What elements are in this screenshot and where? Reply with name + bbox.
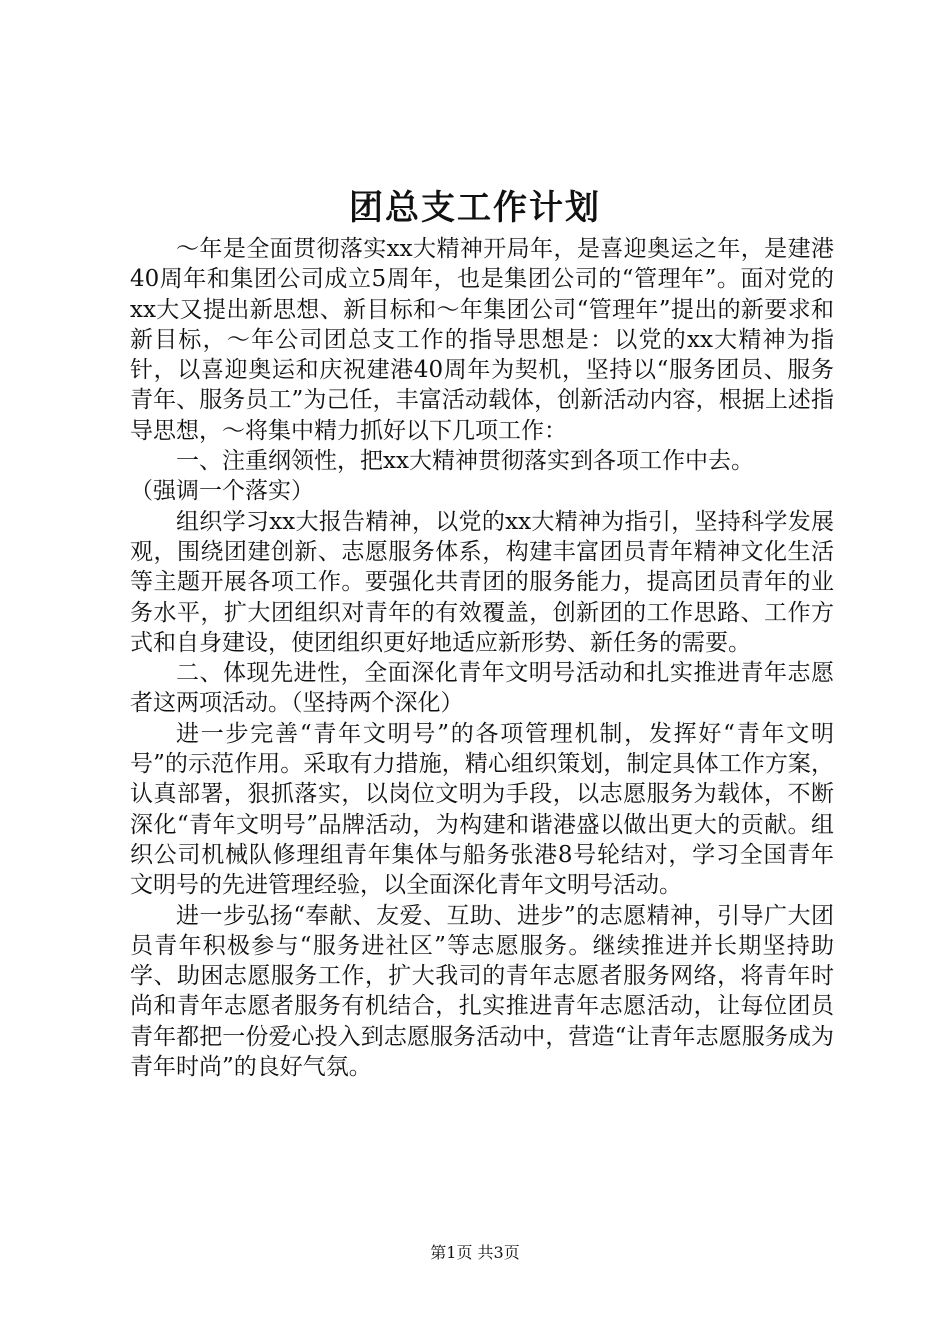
paragraph-section-1: 组织学习xx大报告精神，以党的xx大精神为指引，坚持科学发展观，围绕团建创新、志愿服务体系，构建丰富团员青年精神文化生活等主题开展各项工作。要强化共青团的服务能力，提高团员青年的业务水平，扩大团组织对青年的有效覆盖，创新团的工作思路、工作方式和自身建设，使团组织更好地适应新形势、新任务的需要。 (130, 508, 834, 656)
document-body (130, 234, 834, 1082)
paragraph-section-2a: 进一步完善“青年文明号”的各项管理机制，发挥好“青年文明号”的示范作用。采取有力措施，精心组织策划，制定具体工作方案，认真部署，狠抓落实，以岗位文明为手段，以志愿服务为载体，不断深化“青年文明号”品牌活动，为构建和谐港盛以做出更大的贡献。组织公司机械队修理组青年集体与船务张港8号轮结对，学习全国青年文明号的先进管理经验，以全面深化青年文明号活动。 (130, 720, 834, 899)
document-title: 团总支工作计划 (349, 188, 601, 228)
section-heading-1: 一、注重纲领性，把xx大精神贯彻落实到各项工作中去。 (176, 448, 754, 475)
section-heading-1-note: （强调一个落实） (130, 478, 314, 505)
page-footer: 第1页 共3页 (430, 1243, 520, 1262)
paragraph-intro: ～年是全面贯彻落实xx大精神开局年，是喜迎奥运之年，是建港40周年和集团公司成立5周年，也是集团公司的“管理年”。面对党的xx大又提出新思想、新目标和～年集团公司“管理年”提出的新要求和新目标，～年公司团总支工作的指导思想是：以党的xx大精神为指针，以喜迎奥运和庆祝建港40周年为契机，坚持以“服务团员、服务青年、服务员工”为己任，丰富活动载体，创新活动内容，根据上述指导思想，～将集中精力抓好以下几项工作： (130, 236, 834, 444)
paragraph-section-2b: 进一步弘扬“奉献、友爱、互助、进步”的志愿精神，引导广大团员青年积极参与“服务进社区”等志愿服务。继续推进并长期坚持助学、助困志愿服务工作，扩大我司的青年志愿者服务网络，将青年时尚和青年志愿者服务有机结合，扎实推进青年志愿活动，让每位团员青年都把一份爱心投入到志愿服务活动中，营造“让青年志愿服务成为青年时尚”的良好气氛。 (130, 902, 834, 1081)
section-heading-2: 二、体现先进性，全面深化青年文明号活动和扎实推进青年志愿者这两项活动。（坚持两个深化） (130, 660, 834, 717)
